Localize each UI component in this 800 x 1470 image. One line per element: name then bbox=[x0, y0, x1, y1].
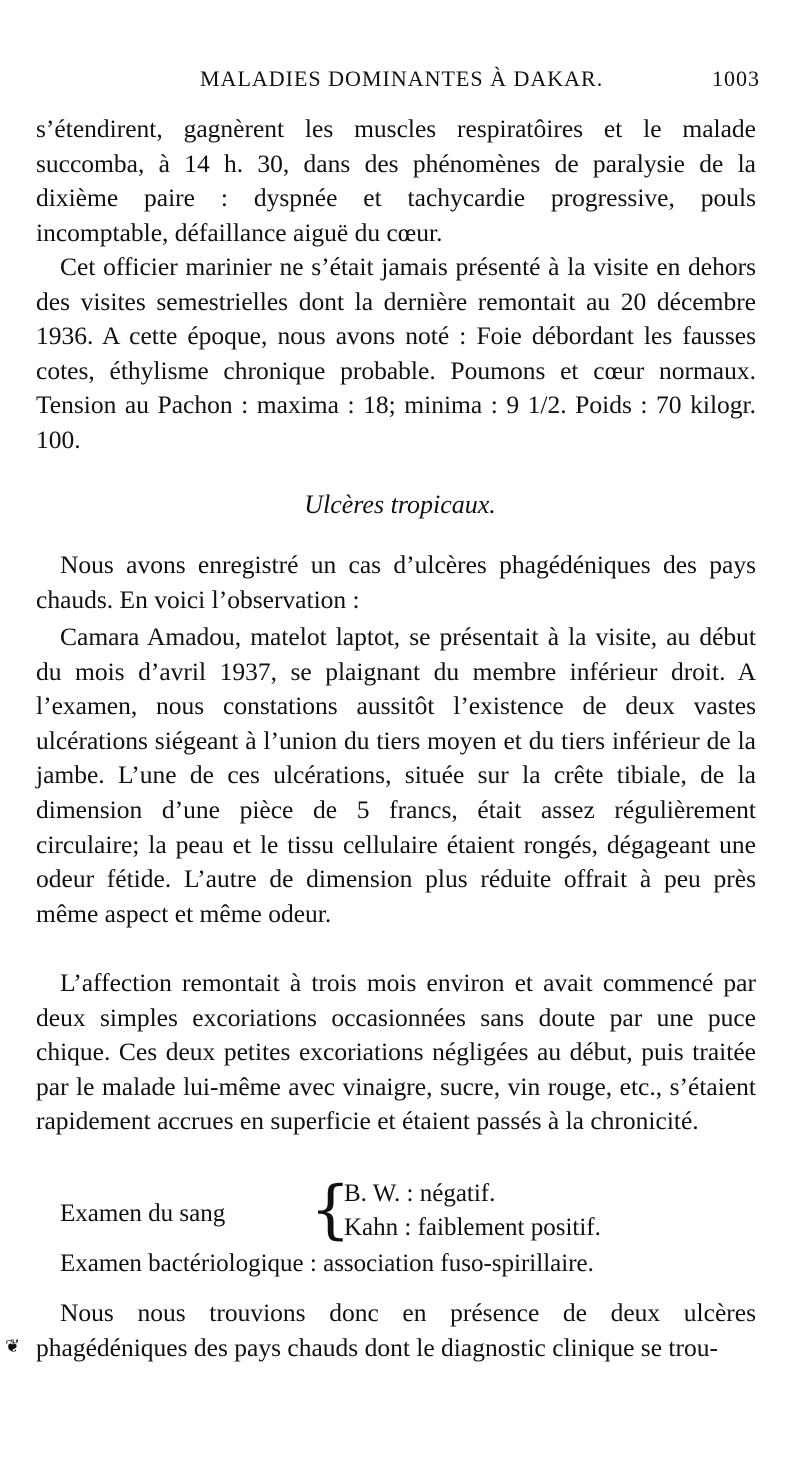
exam-bacteriology-result: Examen bactériologique : association fuso-spirillaire. bbox=[60, 1250, 594, 1277]
paragraph-intro-case: Nous avons enregistré un cas d’ulcères phagédéniques des pays chauds. En voici l’observation : bbox=[36, 550, 756, 614]
paragraph-officer-history: Cet officier marinier ne s’était jamais présenté à la visite en dehors des visites semestrielles dont la dernière remontait au 20 décembre 1936. A cette époque, nous avons noté : Foie débordant les fausses cotes, éthylisme chronique probable. Poumons et cœur normaux. Tension au Pachon : maxima : 18; minima : 9 1/2. Poids : 70 kilogr. 100. bbox=[36, 252, 756, 454]
running-title: MALADIES DOMINANTES À DAKAR. bbox=[200, 66, 604, 91]
paragraph-case-history: L’affection remontait à trois mois environ et avait commencé par deux simples excoriations occasionnées sans doute par une puce chique. Ces deux petites excoriations négligées au début, puis traitée par le malade lui-même avec vinaigre, sucre, vin rouge, etc., s’étaient rapidement accrues en superficie et étaient passés à la chronicité. bbox=[36, 968, 756, 1136]
exam-blood-label: Examen du sang bbox=[60, 1200, 226, 1227]
paragraph-continuation: s’étendirent, gagnèrent les muscles respiratôires et le malade succomba, à 14 h. 30, dans des phénomènes de paralysie de la dixième paire : dyspnée et tachycardie progressive, pouls incomptable, défaillance aiguë du cœur. bbox=[36, 114, 756, 247]
exam-bw-result: B. W. : négatif. bbox=[344, 1180, 496, 1207]
exam-kahn-result: Kahn : faiblement positif. bbox=[344, 1214, 601, 1241]
exam-results bbox=[60, 1173, 760, 1284]
section-title: Ulcères tropicaux. bbox=[304, 490, 496, 519]
page-number: 1003 bbox=[712, 66, 760, 91]
page-header bbox=[200, 66, 760, 106]
brace-icon: { bbox=[310, 1173, 351, 1247]
paragraph-diagnosis: Nous nous trouvions donc en présence de deux ulcères phagédéniques des pays chauds dont le diagnostic clinique se trou- bbox=[36, 1298, 756, 1362]
paragraph-case-observation: Camara Amadou, matelot laptot, se présentait à la visite, au début du mois d’avril 1937, se plaignant du membre inférieur droit. A l’examen, nous constations aussitôt l’existence de deux vastes ulcérations siégeant à l’union du tiers moyen et du tiers inférieur de la jambe. L’une de ces ulcérations, située sur la crête tibiale, de la dimension d’une pièce de 5 francs, était assez régulièrement circulaire; la peau et le tissu cellulaire étaient rongés, dégageant une odeur fétide. L’autre de dimension plus réduite offrait à peu près même aspect et même odeur. bbox=[36, 622, 756, 928]
margin-mark-icon: ❦ bbox=[5, 1336, 21, 1356]
